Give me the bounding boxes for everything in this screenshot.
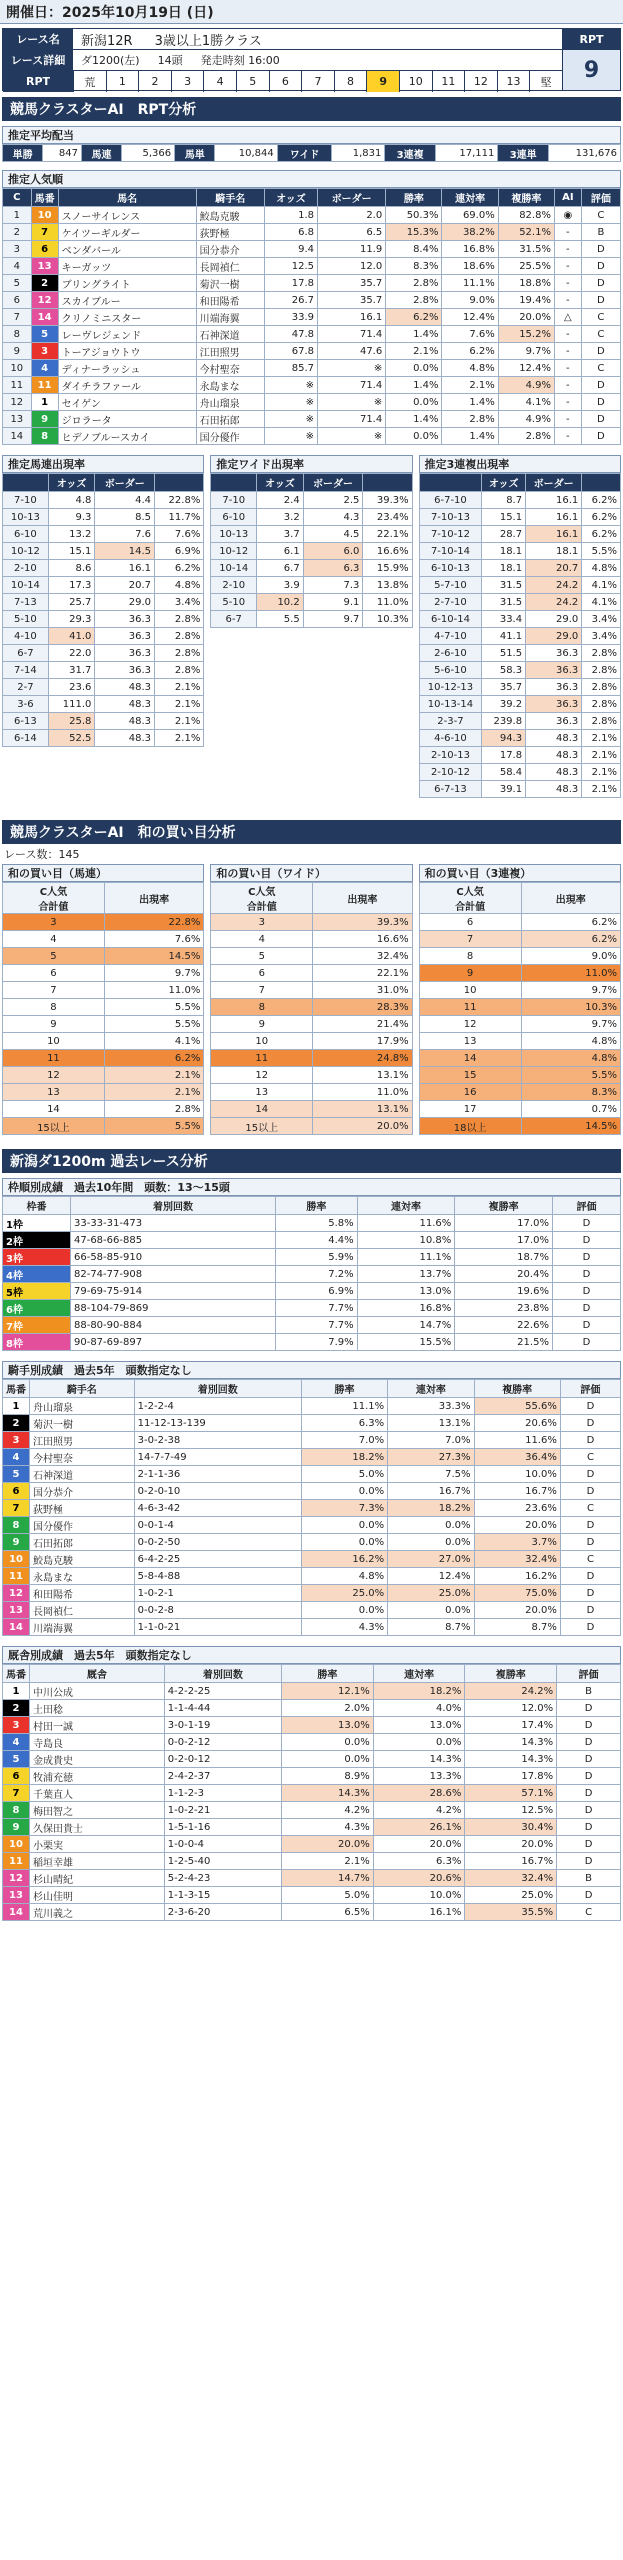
race-name: 新潟12R 3歳以上1勝クラス: [81, 33, 262, 49]
race-info-box: [2, 28, 621, 91]
table-row: 14 8 ヒデノブルースカイ 国分優作 ※ ※ 0.0% 1.4% 2.8% - D: [3, 428, 621, 445]
race-detail: ダ1200(左) 14頭 発走時刻 16:00: [81, 54, 280, 67]
table-row: 7 荻野極 4-6-3-42 7.3% 18.2% 23.6% C: [3, 1500, 621, 1517]
table-row: 10-13-14 39.2 36.3 2.8%: [419, 696, 620, 713]
table-row: 14 4.8%: [419, 1050, 620, 1067]
table-row: 3-6 111.0 48.3 2.1%: [3, 696, 204, 713]
table-row: 10-13 9.3 8.5 11.7%: [3, 509, 204, 526]
col-header: 馬番: [3, 1380, 30, 1398]
table-row: 15以上 20.0%: [211, 1118, 412, 1135]
table-row: 5-6-10 58.3 36.3 2.8%: [419, 662, 620, 679]
col-header: [155, 474, 204, 492]
col-header: C人気 合計値: [211, 883, 313, 914]
table-row: 3 39.3%: [211, 914, 412, 931]
rpt-scale: [73, 71, 562, 92]
col-header: オッズ: [482, 474, 526, 492]
table-row: 18以上 14.5%: [419, 1118, 620, 1135]
table-row: 2 菊沢一樹 11-12-13-139 6.3% 13.1% 20.6% D: [3, 1415, 621, 1432]
col-header: 評価: [552, 1197, 620, 1215]
table-row: 13 4.8%: [419, 1033, 620, 1050]
table-row: 2-10-13 17.8 48.3 2.1%: [419, 747, 620, 764]
rpt-cell: 5: [236, 71, 269, 92]
col-header: 連対率: [442, 189, 498, 207]
table-row: 13 長岡禎仁 0-0-2-8 0.0% 0.0% 20.0% D: [3, 1602, 621, 1619]
col-header: 連対率: [388, 1380, 474, 1398]
wide-rate-table: [210, 473, 412, 628]
table-row: 5 金成貴史 0-2-0-12 0.0% 14.3% 14.3% D: [3, 1751, 621, 1768]
table-row: 7枠 88-80-90-884 7.7% 14.7% 22.6% D: [3, 1317, 621, 1334]
col-header: 着別回数: [70, 1197, 275, 1215]
table-row: 10 9.7%: [419, 982, 620, 999]
rpt-value-box: RPT 9: [562, 29, 620, 90]
odds-value: 17,111: [435, 145, 497, 162]
col-header: オッズ: [264, 189, 317, 207]
table-row: 3 6 ベンダバール 国分恭介 9.4 11.9 8.4% 16.8% 31.5% - D: [3, 241, 621, 258]
table-row: 10-13 3.7 4.5 22.1%: [211, 526, 412, 543]
col-header: 馬名: [58, 189, 196, 207]
rpt-cell: 4: [203, 71, 236, 92]
rpt-cell: 12: [464, 71, 497, 92]
table-row: 1 中川公成 4-2-2-25 12.1% 18.2% 24.2% B: [3, 1683, 621, 1700]
table-row: 11 24.8%: [211, 1050, 412, 1067]
table-row: 4-6-10 94.3 48.3 2.1%: [419, 730, 620, 747]
table-row: 10 小栗実 1-0-0-4 20.0% 20.0% 20.0% D: [3, 1836, 621, 1853]
table-row: 5枠 79-69-75-914 6.9% 13.0% 19.6% D: [3, 1283, 621, 1300]
trio-rate-section: 推定3連複出現率 オッズ ボーダー 6-7-10 8.7 16.1 6.2% 7-10-13 15.1 16.1 6.2% 7-10-12 28.7 16.1 6.2% 7-10-14 18.1 18.1 5.5% 6-10-13 18.1 20.7 4.8% 5-7-10 31.5 24.2 4.1% 2-7-10 31.5 24.2 4.1% 6-10-14 33.4 29.0 3.4% 4-7-10 41.1 29.0 3.4% 2-6-10 51.5 36.3 2.8% 5-6-10 58.3 36.3 2.8% 10-12-13 35.7 36.3 2.8% 10-13-14 39.2 36.3 2.8% 2-3-7 239.8 36.3 2.8% 4-6-10 94.3 48.3 2.1% 2-10-13 17.8 48.3 2.1% 2-10-12 58.4 48.3 2.1% 6-7-13 39.1 48.3 2.1%: [419, 455, 621, 798]
table-row: 6枠 88-104-79-869 7.7% 16.8% 23.8% D: [3, 1300, 621, 1317]
table-row: 11 6.2%: [3, 1050, 204, 1067]
rpt-scale-label: RPT: [3, 71, 73, 92]
rpt-cell: 2: [138, 71, 171, 92]
section-wa-analysis: 競馬クラスターAI 和の買い目分析: [2, 820, 621, 844]
table-row: 1枠 33-33-31-473 5.8% 11.6% 17.0% D: [3, 1215, 621, 1232]
table-row: 12 2.1%: [3, 1067, 204, 1084]
col-header: 騎手名: [196, 189, 264, 207]
rpt-cell: 8: [334, 71, 367, 92]
table-row: 6 9.7%: [3, 965, 204, 982]
table-row: 2-6-10 51.5 36.3 2.8%: [419, 645, 620, 662]
col-header: ボーダー: [526, 474, 582, 492]
table-row: 6-14 52.5 48.3 2.1%: [3, 730, 204, 747]
col-header: オッズ: [48, 474, 95, 492]
jockey-table: [2, 1379, 621, 1636]
table-row: 5 石神深道 2-1-1-36 5.0% 7.5% 10.0% D: [3, 1466, 621, 1483]
table-row: 15以上 5.5%: [3, 1118, 204, 1135]
table-row: 8枠 90-87-69-897 7.9% 15.5% 21.5% D: [3, 1334, 621, 1351]
wa-umaren-table: [2, 882, 204, 1135]
col-header: 連対率: [357, 1197, 455, 1215]
wa-trio-table: [419, 882, 621, 1135]
table-row: 6-7 5.5 9.7 10.3%: [211, 611, 412, 628]
appearance-rate-grid: [2, 455, 621, 798]
section-rpt-analysis: 競馬クラスターAI RPT分析: [2, 97, 621, 121]
col-header: オッズ: [257, 474, 304, 492]
odds-value: 5,366: [122, 145, 175, 162]
table-row: 10-14 17.3 20.7 4.8%: [3, 577, 204, 594]
table-row: 12 1 セイゲン 舟山瑠泉 ※ ※ 0.0% 1.4% 4.1% - D: [3, 394, 621, 411]
odds-label: 単勝: [3, 145, 43, 162]
table-row: 6 牧浦充徳 2-4-2-37 8.9% 13.3% 17.8% D: [3, 1768, 621, 1785]
wa-umaren-section: 和の買い目（馬連） C人気 合計値 出現率 3 22.8% 4 7.6% 5 14.5% 6 9.7% 7 11.0% 8 5.5% 9 5.5% 10 4.1% 11 6.2% 12 2.1% 13 2.1% 14 2.8% 15以上 5.5%: [2, 864, 204, 1135]
col-header: 評価: [560, 1380, 620, 1398]
table-row: 2 7 ケイツーギルダー 荻野極 6.8 6.5 15.3% 38.2% 52.1% - B: [3, 224, 621, 241]
table-row: 4枠 82-74-77-908 7.2% 13.7% 20.4% D: [3, 1266, 621, 1283]
odds-label: ワイド: [277, 145, 332, 162]
table-row: 11 稲垣幸雄 1-2-5-40 2.1% 6.3% 16.7% D: [3, 1853, 621, 1870]
trainer-table: [2, 1664, 621, 1921]
col-header: [3, 474, 49, 492]
col-header: 厩舎: [30, 1665, 165, 1683]
rpt-cell: 1: [106, 71, 139, 92]
col-header: [419, 474, 482, 492]
table-row: 7-10 2.4 2.5 39.3%: [211, 492, 412, 509]
table-row: 17 0.7%: [419, 1101, 620, 1118]
table-row: 4 16.6%: [211, 931, 412, 948]
table-row: 9 久保田貴士 1-5-1-16 4.3% 26.1% 30.4% D: [3, 1819, 621, 1836]
odds-label: 馬単: [175, 145, 215, 162]
table-row: 9 3 トーアジョウトウ 江田照男 67.8 47.6 2.1% 6.2% 9.7% - D: [3, 343, 621, 360]
odds-value: 10,844: [215, 145, 277, 162]
section-past-race: 新潟ダ1200m 過去レース分析: [2, 1149, 621, 1173]
col-header: 馬番: [3, 1665, 30, 1683]
table-row: 2-3-7 239.8 36.3 2.8%: [419, 713, 620, 730]
table-row: 10 鮫島克駿 6-4-2-25 16.2% 27.0% 32.4% C: [3, 1551, 621, 1568]
col-header: C人気 合計値: [3, 883, 105, 914]
table-row: 6-10-13 18.1 20.7 4.8%: [419, 560, 620, 577]
table-row: 2枠 47-68-66-885 4.4% 10.8% 17.0% D: [3, 1232, 621, 1249]
col-header: [582, 474, 621, 492]
table-row: 8 5 レーヴレジェンド 石神深道 47.8 71.4 1.4% 7.6% 15.2% - C: [3, 326, 621, 343]
table-row: 1 舟山瑠泉 1-2-2-4 11.1% 33.3% 55.6% D: [3, 1398, 621, 1415]
col-header: 勝率: [386, 189, 442, 207]
rpt-cell: 7: [301, 71, 334, 92]
wa-wide-table: [210, 882, 412, 1135]
table-row: 13 9 ジロラータ 石田拓郎 ※ 71.4 1.4% 2.8% 4.9% - D: [3, 411, 621, 428]
table-row: 9 石田拓郎 0-0-2-50 0.0% 0.0% 3.7% D: [3, 1534, 621, 1551]
table-row: 6-7-13 39.1 48.3 2.1%: [419, 781, 620, 798]
table-row: 9 21.4%: [211, 1016, 412, 1033]
table-row: 7-10-13 15.1 16.1 6.2%: [419, 509, 620, 526]
table-row: 13 杉山佳明 1-1-3-15 5.0% 10.0% 25.0% D: [3, 1887, 621, 1904]
table-row: 7-10-14 18.1 18.1 5.5%: [419, 543, 620, 560]
trainer-section: 厩舎別成績 過去5年 頭数指定なし 馬番 厩舎 着別回数 勝率 連対率 複勝率 評価 1 中川公成 4-2-2-25 12.1% 18.2% 24.2% B 2 土田稔 1-1-4-44 2.0% 4.0% 12.0% D 3 村田一誠 3-0-1-19 13.0% 13.0% 17.4% D 4 寺島良 0-0-2-12 0.0% 0.0% 14.3% D 5 金成貴史 0-2-0-12 0.0% 14.3% 14.3% D 6 牧浦充徳 2-4-2-37 8.9% 13.3% 17.8% D 7 千葉直人 1-1-2-3 14.3% 28.6% 57.1% D 8 梅田智之 1-0-2-21 4.2% 4.2% 12.5% D 9 久保田貴士 1-5-1-16 4.3% 26.1% 30.4% D 10 小栗実 1-0-0-4 20.0% 20.0% 20.0% D 11 稲垣幸雄 1-2-5-40 2.1% 6.3% 16.7% D 12 杉山晴紀 5-2-4-23 14.7% 20.6% 32.4% B 13 杉山佳明 1-1-3-15 5.0% 10.0% 25.0% D 14 荒川義之 2-3-6-20 6.5% 16.1% 35.5% C: [2, 1646, 621, 1921]
col-header: 複勝率: [465, 1665, 557, 1683]
race-count: レース数：145: [4, 848, 80, 861]
umaren-rate-table: [2, 473, 204, 747]
table-row: 6-10 13.2 7.6 7.6%: [3, 526, 204, 543]
table-row: 7 11.0%: [3, 982, 204, 999]
table-row: 6 国分恭介 0-2-0-10 0.0% 16.7% 16.7% D: [3, 1483, 621, 1500]
date-header: 開催日：2025年10月19日 (日): [0, 0, 623, 24]
table-row: 9 5.5%: [3, 1016, 204, 1033]
table-row: 7-10 4.8 4.4 22.8%: [3, 492, 204, 509]
table-row: 1 10 スノーサイレンス 鮫島克駿 1.8 2.0 50.3% 69.0% 82.8% ◉ C: [3, 207, 621, 224]
table-row: 2-10 3.9 7.3 13.8%: [211, 577, 412, 594]
estimated-odds-table: [2, 144, 621, 162]
table-row: 2-7-10 31.5 24.2 4.1%: [419, 594, 620, 611]
table-row: 2-10 8.6 16.1 6.2%: [3, 560, 204, 577]
table-row: 10-14 6.7 6.3 15.9%: [211, 560, 412, 577]
table-row: 4-7-10 41.1 29.0 3.4%: [419, 628, 620, 645]
table-row: 5 14.5%: [3, 948, 204, 965]
table-row: 15 5.5%: [419, 1067, 620, 1084]
table-row: 6-13 25.8 48.3 2.1%: [3, 713, 204, 730]
trio-rate-table: [419, 473, 621, 798]
rpt-cell: 3: [171, 71, 204, 92]
col-header: 着別回数: [164, 1665, 281, 1683]
table-row: 6-10 3.2 4.3 23.4%: [211, 509, 412, 526]
col-header: 出現率: [521, 883, 620, 914]
table-row: 8 28.3%: [211, 999, 412, 1016]
col-header: 出現率: [313, 883, 412, 914]
col-header: 馬番: [31, 189, 58, 207]
popularity-table: [2, 188, 621, 445]
table-row: 6 6.2%: [419, 914, 620, 931]
table-row: 8 国分優作 0-0-1-4 0.0% 0.0% 20.0% D: [3, 1517, 621, 1534]
table-row: 3 22.8%: [3, 914, 204, 931]
waku-section: 枠順別成績 過去10年間 頭数：13〜15頭 枠番 着別回数 勝率 連対率 複勝率 評価 1枠 33-33-31-473 5.8% 11.6% 17.0% D 2枠 47-68-66-885 4.4% 10.8% 17.0% D 3枠 66-58-85-910 5.9% 11.1% 18.7% D 4枠 82-74-77-908 7.2% 13.7% 20.4% D 5枠 79-69-75-914 6.9% 13.0% 19.6% D 6枠 88-104-79-869 7.7% 16.8% 23.8% D 7枠 88-80-90-884 7.7% 14.7% 22.6% D 8枠 90-87-69-897 7.9% 15.5% 21.5% D: [2, 1178, 621, 1351]
table-row: 6-7-10 8.7 16.1 6.2%: [419, 492, 620, 509]
estimated-odds-section: 推定平均配当 単勝 847 馬連 5,366 馬単 10,844 ワイド 1,831 3連複 17,111 3連単 131,676: [2, 126, 621, 162]
rpt-cell: 9: [366, 71, 399, 92]
table-row: 8 9.0%: [419, 948, 620, 965]
table-row: 14 川端海翼 1-1-0-21 4.3% 8.7% 8.7% D: [3, 1619, 621, 1636]
popularity-section: 推定人気順 C 馬番 馬名 騎手名 オッズ ボーダー 勝率 連対率 複勝率 AI 評価 1 10 スノーサイレンス 鮫島克駿 1.8 2.0 50.3% 69.0% 82.8% ◉ C 2 7 ケイツーギルダー 荻野極 6.8 6.5 15.3% 38.2% 52.1% - B 3 6 ベンダバール 国分恭介 9.4 11.9 8.4% 16.8% 31.5% - D 4 13 キーガッツ 長岡禎仁 12.5 12.0 8.3% 18.6% 25.5% - D 5 2 ブリングライト 菊沢一樹 17.8 35.7 2.8% 11.1% 18.8% - D 6 12 スカイブルー 和田陽希 26.7 35.7 2.8% 9.0% 19.4% - D 7 14 クリノミニスター 川端海翼 33.9 16.1 6.2% 12.4% 20.0% △ C 8 5 レーヴレジェンド 石神深道 47.8 71.4 1.4% 7.6% 15.2% - C 9 3 トーアジョウトウ 江田照男 67.8 47.6 2.1% 6.2% 9.7% - D 10 4 ディナーラッシュ 今村聖奈 85.7 ※ 0.0% 4.8% 12.4% - C 11 11 ダイチラファール 永島まな ※ 71.4 1.4% 2.1% 4.9% - D 12 1 セイゲン 舟山瑠泉 ※ ※ 0.0% 1.4% 4.1% - D 13 9 ジロラータ 石田拓郎 ※ 71.4 1.4% 2.8% 4.9% - D 14 8 ヒデノブルースカイ 国分優作 ※ ※ 0.0% 1.4% 2.8% - D: [2, 170, 621, 445]
col-header: 勝率: [282, 1665, 374, 1683]
wa-trio-section: 和の買い目（3連複） C人気 合計値 出現率 6 6.2% 7 6.2% 8 9.0% 9 11.0% 10 9.7% 11 10.3% 12 9.7% 13 4.8% 14 4.8% 15 5.5% 16 8.3% 17 0.7% 18以上 14.5%: [419, 864, 621, 1135]
table-row: 5-10 10.2 9.1 11.0%: [211, 594, 412, 611]
col-header: ボーダー: [95, 474, 155, 492]
table-row: 11 10.3%: [419, 999, 620, 1016]
table-row: 11 11 ダイチラファール 永島まな ※ 71.4 1.4% 2.1% 4.9% - D: [3, 377, 621, 394]
col-header: [363, 474, 412, 492]
col-header: 連対率: [373, 1665, 465, 1683]
col-header: 出現率: [104, 883, 203, 914]
table-row: 11 永島まな 5-8-4-88 4.8% 12.4% 16.2% D: [3, 1568, 621, 1585]
odds-value: 131,676: [548, 145, 620, 162]
table-row: 12 13.1%: [211, 1067, 412, 1084]
table-row: 10-12-13 35.7 36.3 2.8%: [419, 679, 620, 696]
table-row: 12 9.7%: [419, 1016, 620, 1033]
table-row: 5 2 ブリングライト 菊沢一樹 17.8 35.7 2.8% 11.1% 18.8% - D: [3, 275, 621, 292]
table-row: 12 和田陽希 1-0-2-1 25.0% 25.0% 75.0% D: [3, 1585, 621, 1602]
table-row: 6-7 22.0 36.3 2.8%: [3, 645, 204, 662]
col-header: C: [3, 189, 32, 207]
table-row: 14 13.1%: [211, 1101, 412, 1118]
table-row: 2-7 23.6 48.3 2.1%: [3, 679, 204, 696]
table-row: 3枠 66-58-85-910 5.9% 11.1% 18.7% D: [3, 1249, 621, 1266]
table-row: 6 12 スカイブルー 和田陽希 26.7 35.7 2.8% 9.0% 19.4% - D: [3, 292, 621, 309]
table-row: 6 22.1%: [211, 965, 412, 982]
col-header: 評価: [557, 1665, 621, 1683]
table-row: 8 5.5%: [3, 999, 204, 1016]
table-row: 7 6.2%: [419, 931, 620, 948]
table-row: 16 8.3%: [419, 1084, 620, 1101]
col-header: 複勝率: [455, 1197, 553, 1215]
waku-table: [2, 1196, 621, 1351]
odds-label: 3連複: [385, 145, 436, 162]
col-header: C人気 合計値: [419, 883, 521, 914]
table-row: 3 江田照男 3-0-2-38 7.0% 7.0% 11.6% D: [3, 1432, 621, 1449]
wa-grid: [2, 864, 621, 1135]
rpt-cell: 6: [269, 71, 302, 92]
table-row: 4-10 41.0 36.3 2.8%: [3, 628, 204, 645]
table-row: 5-7-10 31.5 24.2 4.1%: [419, 577, 620, 594]
race-name-label: レース名: [3, 29, 73, 49]
col-header: ボーダー: [318, 189, 386, 207]
table-row: 10-12 6.1 6.0 16.6%: [211, 543, 412, 560]
race-detail-label: レース詳細: [3, 50, 73, 70]
col-header: 枠番: [3, 1197, 71, 1215]
jockey-section: 騎手別成績 過去5年 頭数指定なし 馬番 騎手名 着別回数 勝率 連対率 複勝率 評価 1 舟山瑠泉 1-2-2-4 11.1% 33.3% 55.6% D 2 菊沢一樹 11-12-13-139 6.3% 13.1% 20.6% D 3 江田照男 3-0-2-38 7.0% 7.0% 11.6% D 4 今村聖奈 14-7-7-49 18.2% 27.3% 36.4% C 5 石神深道 2-1-1-36 5.0% 7.5% 10.0% D 6 国分恭介 0-2-0-10 0.0% 16.7% 16.7% D 7 荻野極 4-6-3-42 7.3% 18.2% 23.6% C 8 国分優作 0-0-1-4 0.0% 0.0% 20.0% D 9 石田拓郎 0-0-2-50 0.0% 0.0% 3.7% D 10 鮫島克駿 6-4-2-25 16.2% 27.0% 32.4% C 11 永島まな 5-8-4-88 4.8% 12.4% 16.2% D 12 和田陽希 1-0-2-1 25.0% 25.0% 75.0% D 13 長岡禎仁 0-0-2-8 0.0% 0.0% 20.0% D 14 川端海翼 1-1-0-21 4.3% 8.7% 8.7% D: [2, 1361, 621, 1636]
col-header: [211, 474, 257, 492]
col-header: AI: [554, 189, 581, 207]
table-row: 4 寺島良 0-0-2-12 0.0% 0.0% 14.3% D: [3, 1734, 621, 1751]
rpt-cell: 堅: [529, 71, 562, 92]
col-header: 勝率: [301, 1380, 387, 1398]
rpt-value: 9: [563, 50, 620, 90]
umaren-rate-section: 推定馬連出現率 オッズ ボーダー 7-10 4.8 4.4 22.8% 10-13 9.3 8.5 11.7% 6-10 13.2 7.6 7.6% 10-12 15.1 14.5 6.9% 2-10 8.6 16.1 6.2% 10-14 17.3 20.7 4.8% 7-13 25.7 29.0 3.4% 5-10 29.3 36.3 2.8% 4-10 41.0 36.3 2.8% 6-7 22.0 36.3 2.8% 7-14 31.7 36.3 2.8% 2-7 23.6 48.3 2.1% 3-6 111.0 48.3 2.1% 6-13 25.8 48.3 2.1% 6-14 52.5 48.3 2.1%: [2, 455, 204, 798]
table-row: 7 31.0%: [211, 982, 412, 999]
rpt-cell: 荒: [73, 71, 106, 92]
table-row: 14 荒川義之 2-3-6-20 6.5% 16.1% 35.5% C: [3, 1904, 621, 1921]
table-row: 5 32.4%: [211, 948, 412, 965]
table-row: 5-10 29.3 36.3 2.8%: [3, 611, 204, 628]
col-header: 勝率: [276, 1197, 358, 1215]
col-header: 複勝率: [498, 189, 554, 207]
odds-label: 馬連: [81, 145, 121, 162]
table-row: 12 杉山晴紀 5-2-4-23 14.7% 20.6% 32.4% B: [3, 1870, 621, 1887]
col-header: 複勝率: [474, 1380, 560, 1398]
col-header: 着別回数: [134, 1380, 301, 1398]
table-row: 13 11.0%: [211, 1084, 412, 1101]
col-header: 評価: [581, 189, 620, 207]
table-row: 4 7.6%: [3, 931, 204, 948]
table-row: 2-10-12 58.4 48.3 2.1%: [419, 764, 620, 781]
table-row: 8 梅田智之 1-0-2-21 4.2% 4.2% 12.5% D: [3, 1802, 621, 1819]
table-row: 7-14 31.7 36.3 2.8%: [3, 662, 204, 679]
col-header: 騎手名: [30, 1380, 135, 1398]
table-row: 10 17.9%: [211, 1033, 412, 1050]
table-row: 3 村田一誠 3-0-1-19 13.0% 13.0% 17.4% D: [3, 1717, 621, 1734]
table-row: 7-10-12 28.7 16.1 6.2%: [419, 526, 620, 543]
table-row: 10 4 ディナーラッシュ 今村聖奈 85.7 ※ 0.0% 4.8% 12.4% - C: [3, 360, 621, 377]
col-header: ボーダー: [303, 474, 363, 492]
table-row: 2 土田稔 1-1-4-44 2.0% 4.0% 12.0% D: [3, 1700, 621, 1717]
table-row: 4 今村聖奈 14-7-7-49 18.2% 27.3% 36.4% C: [3, 1449, 621, 1466]
rpt-cell: 10: [399, 71, 432, 92]
odds-value: 847: [43, 145, 82, 162]
table-row: 9 11.0%: [419, 965, 620, 982]
rpt-cell: 11: [432, 71, 465, 92]
table-row: 10 4.1%: [3, 1033, 204, 1050]
odds-value: 1,831: [332, 145, 385, 162]
table-row: 6-10-14 33.4 29.0 3.4%: [419, 611, 620, 628]
wide-rate-section: 推定ワイド出現率 オッズ ボーダー 7-10 2.4 2.5 39.3% 6-10 3.2 4.3 23.4% 10-13 3.7 4.5 22.1% 10-12 6.1 6.0 16.6% 10-14 6.7 6.3 15.9% 2-10 3.9 7.3 13.8% 5-10 10.2 9.1 11.0% 6-7 5.5 9.7 10.3%: [210, 455, 412, 798]
table-row: 7 千葉直人 1-1-2-3 14.3% 28.6% 57.1% D: [3, 1785, 621, 1802]
table-row: 4 13 キーガッツ 長岡禎仁 12.5 12.0 8.3% 18.6% 25.5% - D: [3, 258, 621, 275]
odds-label: 3連単: [498, 145, 549, 162]
rpt-cell: 13: [497, 71, 530, 92]
table-row: 13 2.1%: [3, 1084, 204, 1101]
table-row: 10-12 15.1 14.5 6.9%: [3, 543, 204, 560]
wa-wide-section: 和の買い目（ワイド） C人気 合計値 出現率 3 39.3% 4 16.6% 5 32.4% 6 22.1% 7 31.0% 8 28.3% 9 21.4% 10 17.9% 11 24.8% 12 13.1% 13 11.0% 14 13.1% 15以上 20.0%: [210, 864, 412, 1135]
table-row: 7 14 クリノミニスター 川端海翼 33.9 16.1 6.2% 12.4% 20.0% △ C: [3, 309, 621, 326]
table-row: 14 2.8%: [3, 1101, 204, 1118]
table-row: 7-13 25.7 29.0 3.4%: [3, 594, 204, 611]
